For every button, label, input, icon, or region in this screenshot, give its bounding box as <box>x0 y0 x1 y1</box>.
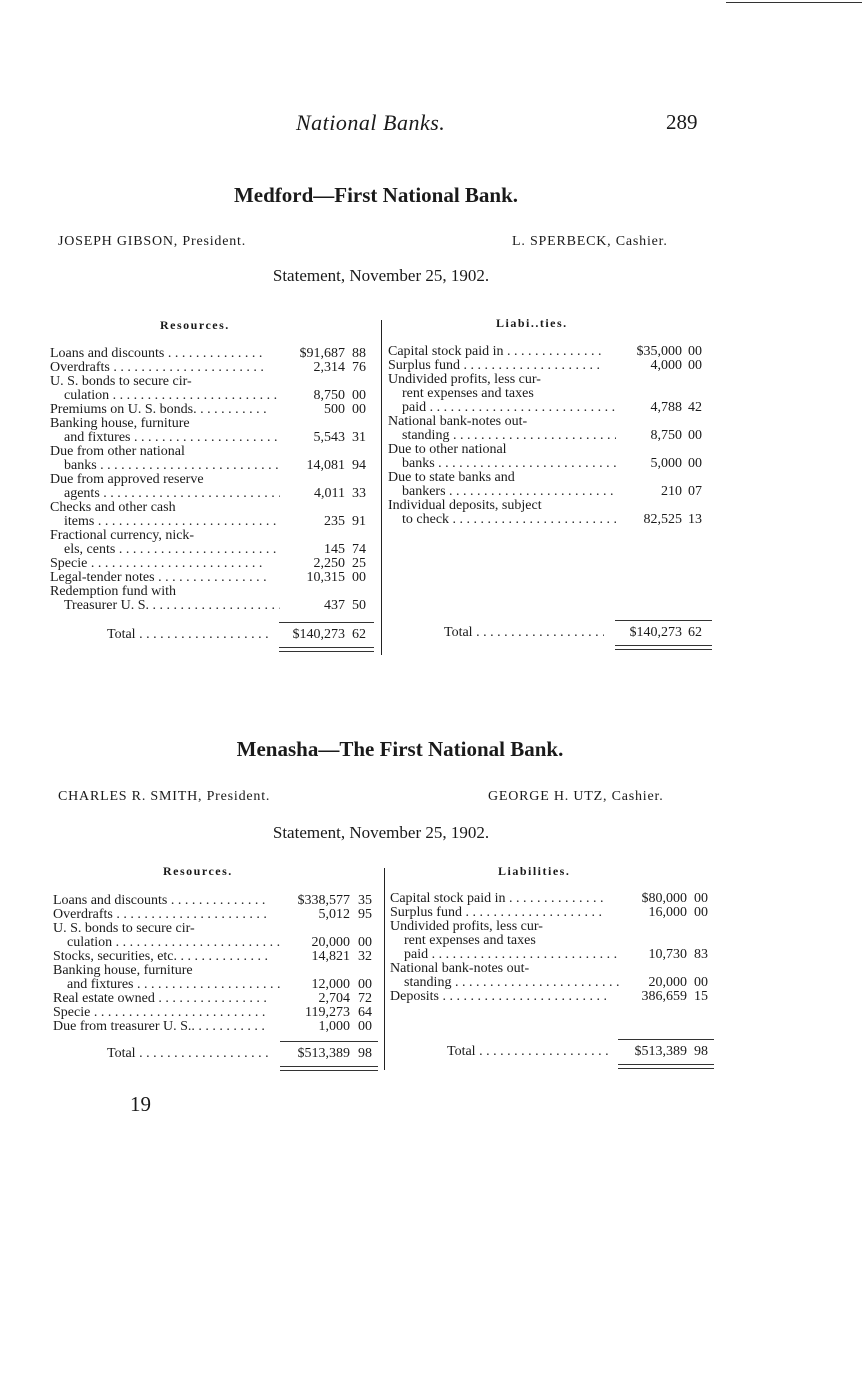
ledger-row <box>388 499 714 513</box>
line-item-label: items . . . <box>50 515 280 529</box>
amount-cents: 00 <box>694 905 708 920</box>
amount-dollars: 2,314 <box>313 360 345 375</box>
line-item-label: Fractional currency, nick- <box>50 529 195 543</box>
amount-cents: 94 <box>352 458 366 473</box>
line-item-label: Individual deposits, subject <box>388 499 542 513</box>
cashier-name: GEORGE H. UTZ, Cashier. <box>488 789 664 804</box>
amount-dollars: 119,273 <box>305 1005 350 1020</box>
amount-dollars: 8,750 <box>313 388 345 403</box>
resources-heading: Resources. <box>163 864 233 878</box>
line-item-label: Loans and discounts . . . <box>50 347 266 361</box>
total-cents: 62 <box>352 627 366 642</box>
amount-dollars: 5,543 <box>313 430 345 445</box>
ledger-row <box>53 992 379 1006</box>
line-item-label: paid . . . <box>390 948 620 962</box>
amount-dollars: $35,000 <box>636 344 682 359</box>
liabilities-list <box>390 892 716 1004</box>
ledger-row <box>53 964 379 978</box>
line-item-label: standing . . . <box>390 976 620 990</box>
total-cents: 98 <box>694 1044 708 1059</box>
amount-dollars: 20,000 <box>311 935 350 950</box>
amount-cents: 00 <box>352 570 366 585</box>
line-item-label: and fixtures . . . <box>53 978 282 992</box>
ledger-row <box>53 922 379 936</box>
ledger-row <box>388 471 714 485</box>
amount-cents: 00 <box>352 402 366 417</box>
amount-dollars: 2,250 <box>313 556 345 571</box>
amount-cents: 64 <box>358 1005 372 1020</box>
amount-dollars: 8,750 <box>650 428 682 443</box>
amount-dollars: 1,000 <box>318 1019 350 1034</box>
line-item-label: Redemption fund with <box>50 585 176 599</box>
line-item-label: Undivided profits, less cur- <box>390 920 543 934</box>
ledger-row <box>50 501 376 515</box>
amount-cents: 00 <box>688 428 702 443</box>
ledger-row <box>388 373 714 387</box>
ledger-row <box>390 906 716 920</box>
line-item-label: Overdrafts . . . <box>50 361 266 375</box>
amount-cents: 83 <box>694 947 708 962</box>
amount-dollars: 12,000 <box>311 977 350 992</box>
line-item-label: Due from other national <box>50 445 185 459</box>
line-item-label: Specie . . . <box>50 557 266 571</box>
amount-dollars: 500 <box>324 402 345 417</box>
ledger-row <box>50 459 376 473</box>
line-item-label: to check . . . <box>388 513 616 527</box>
amount-cents: 88 <box>352 346 366 361</box>
resources-sum-rule <box>279 622 374 623</box>
ledger-row <box>388 359 714 373</box>
amount-cents: 00 <box>688 358 702 373</box>
amount-cents: 00 <box>694 975 708 990</box>
ledger-row <box>390 934 716 948</box>
amount-cents: 15 <box>694 989 708 1004</box>
ledger-row <box>390 990 716 1004</box>
amount-cents: 00 <box>688 344 702 359</box>
amount-dollars: 14,821 <box>311 949 350 964</box>
ledger-row <box>50 515 376 529</box>
page-number: 289 <box>666 110 698 134</box>
amount-dollars: 437 <box>324 598 345 613</box>
ledger-row <box>388 387 714 401</box>
line-item-label: National bank-notes out- <box>390 962 530 976</box>
liabilities-heading: Liabilities. <box>498 864 571 878</box>
line-item-label: Treasurer U. S. . . . <box>50 599 280 613</box>
bank-title: Medford—First National Bank. <box>233 183 519 207</box>
ledger-row <box>390 892 716 906</box>
amount-cents: 00 <box>358 977 372 992</box>
bank-title: Menasha—The First National Bank. <box>236 737 564 761</box>
amount-dollars: 20,000 <box>648 975 687 990</box>
amount-cents: 31 <box>352 430 366 445</box>
ledger-row <box>50 529 376 543</box>
ledger-row <box>50 417 376 431</box>
line-item-label: culation . . . <box>53 936 282 950</box>
amount-dollars: 14,081 <box>306 458 345 473</box>
amount-cents: 42 <box>688 400 702 415</box>
ledger-row <box>50 543 376 557</box>
line-item-label: paid . . . <box>388 401 616 415</box>
total-dollars: $513,389 <box>297 1046 350 1061</box>
amount-dollars: 145 <box>324 542 345 557</box>
line-item-label: Deposits . . . <box>390 990 606 1004</box>
line-item-label: Stocks, securities, etc. . . . <box>53 950 268 964</box>
line-item-label: Due to state banks and <box>388 471 515 485</box>
ledger-row <box>50 571 376 585</box>
total-cents: 62 <box>688 625 702 640</box>
total-label: Total . . . <box>447 1044 610 1060</box>
amount-dollars: 10,730 <box>648 947 687 962</box>
top-edge-rule <box>726 2 862 3</box>
amount-cents: 07 <box>688 484 702 499</box>
amount-cents: 76 <box>352 360 366 375</box>
amount-cents: 95 <box>358 907 372 922</box>
cashier-name: L. SPERBECK, Cashier. <box>512 234 668 249</box>
ledger-row <box>50 347 376 361</box>
line-item-label: Loans and discounts . . . <box>53 894 268 908</box>
ledger-row <box>53 1020 379 1034</box>
amount-dollars: 386,659 <box>641 989 687 1004</box>
total-label: Total . . . <box>107 627 268 643</box>
running-head <box>0 110 862 140</box>
ledger-row <box>390 962 716 976</box>
line-item-label: U. S. bonds to secure cir- <box>50 375 192 389</box>
ledger-row <box>388 415 714 429</box>
president-name: CHARLES R. SMITH, President. <box>58 789 271 804</box>
amount-dollars: $91,687 <box>299 346 345 361</box>
amount-cents: 00 <box>358 935 372 950</box>
amount-dollars: 210 <box>661 484 682 499</box>
amount-dollars: 235 <box>324 514 345 529</box>
ledger-row <box>50 361 376 375</box>
ledger-row <box>53 936 379 950</box>
ledger-row <box>50 403 376 417</box>
amount-dollars: 4,788 <box>650 400 682 415</box>
ledger-row <box>388 485 714 499</box>
ledger-row <box>388 443 714 457</box>
line-item-label: Banking house, furniture <box>50 417 190 431</box>
amount-dollars: 16,000 <box>648 905 687 920</box>
amount-cents: 35 <box>358 893 372 908</box>
line-item-label: National bank-notes out- <box>388 415 528 429</box>
resources-double-rule <box>279 647 374 652</box>
line-item-label: Premiums on U. S. bonds. . . . <box>50 403 266 417</box>
ledger-row <box>390 948 716 962</box>
line-item-label: rent expenses and taxes <box>404 934 536 948</box>
total-dollars: $140,273 <box>292 627 345 642</box>
line-item-label: rent expenses and taxes <box>402 387 534 401</box>
resources-list <box>53 894 379 1034</box>
line-item-label: Capital stock paid in . . . <box>388 345 602 359</box>
ledger-row <box>388 429 714 443</box>
president-name: JOSEPH GIBSON, President. <box>58 234 247 249</box>
ledger-row <box>390 920 716 934</box>
amount-cents: 00 <box>352 388 366 403</box>
liabilities-sum-rule <box>615 620 712 621</box>
resources-sum-rule <box>280 1041 378 1042</box>
ledger-row <box>53 894 379 908</box>
ledger-row <box>50 557 376 571</box>
resources-double-rule <box>280 1066 378 1071</box>
ledger-row <box>50 375 376 389</box>
line-item-label: culation . . . <box>50 389 280 403</box>
line-item-label: Surplus fund . . . <box>388 359 602 373</box>
line-item-label: Real estate owned . . . <box>53 992 268 1006</box>
line-item-label: U. S. bonds to secure cir- <box>53 922 195 936</box>
amount-dollars: $80,000 <box>641 891 687 906</box>
line-item-label: Banking house, furniture <box>53 964 193 978</box>
line-item-label: Overdrafts . . . <box>53 908 268 922</box>
liabilities-sum-rule <box>618 1039 714 1040</box>
amount-cents: 32 <box>358 949 372 964</box>
amount-cents: 13 <box>688 512 702 527</box>
liabilities-double-rule <box>618 1064 714 1069</box>
column-divider <box>384 868 385 1070</box>
amount-cents: 25 <box>352 556 366 571</box>
ledger-row <box>53 978 379 992</box>
amount-cents: 91 <box>352 514 366 529</box>
amount-dollars: 2,704 <box>318 991 350 1006</box>
column-divider <box>381 320 382 655</box>
liabilities-heading: Liabi..ties. <box>496 316 568 330</box>
statement-date: Statement, November 25, 1902. <box>272 823 490 842</box>
liabilities-double-rule <box>615 645 712 650</box>
ledger-row <box>53 950 379 964</box>
amount-cents: 00 <box>358 1019 372 1034</box>
line-item-label: Legal-tender notes . . . <box>50 571 266 585</box>
amount-dollars: 4,000 <box>650 358 682 373</box>
amount-dollars: 5,000 <box>650 456 682 471</box>
line-item-label: agents . . . <box>50 487 280 501</box>
ledger-row <box>50 487 376 501</box>
total-dollars: $513,389 <box>634 1044 687 1059</box>
line-item-label: Checks and other cash <box>50 501 176 515</box>
line-item-label: Surplus fund . . . <box>390 906 606 920</box>
amount-cents: 50 <box>352 598 366 613</box>
line-item-label: Capital stock paid in . . . <box>390 892 606 906</box>
ledger-row <box>53 1006 379 1020</box>
ledger-row <box>50 389 376 403</box>
amount-dollars: 82,525 <box>643 512 682 527</box>
amount-cents: 72 <box>358 991 372 1006</box>
ledger-row <box>388 513 714 527</box>
line-item-label: banks . . . <box>50 459 280 473</box>
line-item-label: Undivided profits, less cur- <box>388 373 541 387</box>
total-label: Total . . . <box>444 625 604 641</box>
ledger-row <box>53 908 379 922</box>
liabilities-list <box>388 345 714 527</box>
amount-cents: 33 <box>352 486 366 501</box>
ledger-row <box>388 457 714 471</box>
ledger-row <box>388 345 714 359</box>
ledger-row <box>50 431 376 445</box>
statement-date: Statement, November 25, 1902. <box>272 266 490 285</box>
line-item-label: and fixtures . . . <box>50 431 280 445</box>
total-label: Total . . . <box>107 1046 269 1062</box>
line-item-label: els, cents . . . <box>50 543 280 557</box>
amount-cents: 00 <box>694 891 708 906</box>
ledger-row <box>388 401 714 415</box>
ledger-row <box>50 585 376 599</box>
line-item-label: banks . . . <box>388 457 616 471</box>
line-item-label: Due from treasurer U. S.. . . . <box>53 1020 268 1034</box>
line-item-label: Due to other national <box>388 443 507 457</box>
line-item-label: Specie . . . <box>53 1006 268 1020</box>
ledger-row <box>390 976 716 990</box>
resources-heading: Resources. <box>160 318 230 332</box>
amount-dollars: 10,315 <box>306 570 345 585</box>
line-item-label: Due from approved reserve <box>50 473 204 487</box>
ledger-row <box>50 599 376 613</box>
footer-folio: 19 <box>130 1092 151 1116</box>
line-item-label: bankers . . . <box>388 485 616 499</box>
total-dollars: $140,273 <box>629 625 682 640</box>
amount-cents: 74 <box>352 542 366 557</box>
running-title: National Banks. <box>296 110 446 135</box>
total-cents: 98 <box>358 1046 372 1061</box>
amount-dollars: 5,012 <box>318 907 350 922</box>
resources-list <box>50 347 376 613</box>
line-item-label: standing . . . <box>388 429 616 443</box>
amount-dollars: 4,011 <box>314 486 345 501</box>
amount-cents: 00 <box>688 456 702 471</box>
amount-dollars: $338,577 <box>297 893 350 908</box>
ledger-row <box>50 473 376 487</box>
ledger-row <box>50 445 376 459</box>
